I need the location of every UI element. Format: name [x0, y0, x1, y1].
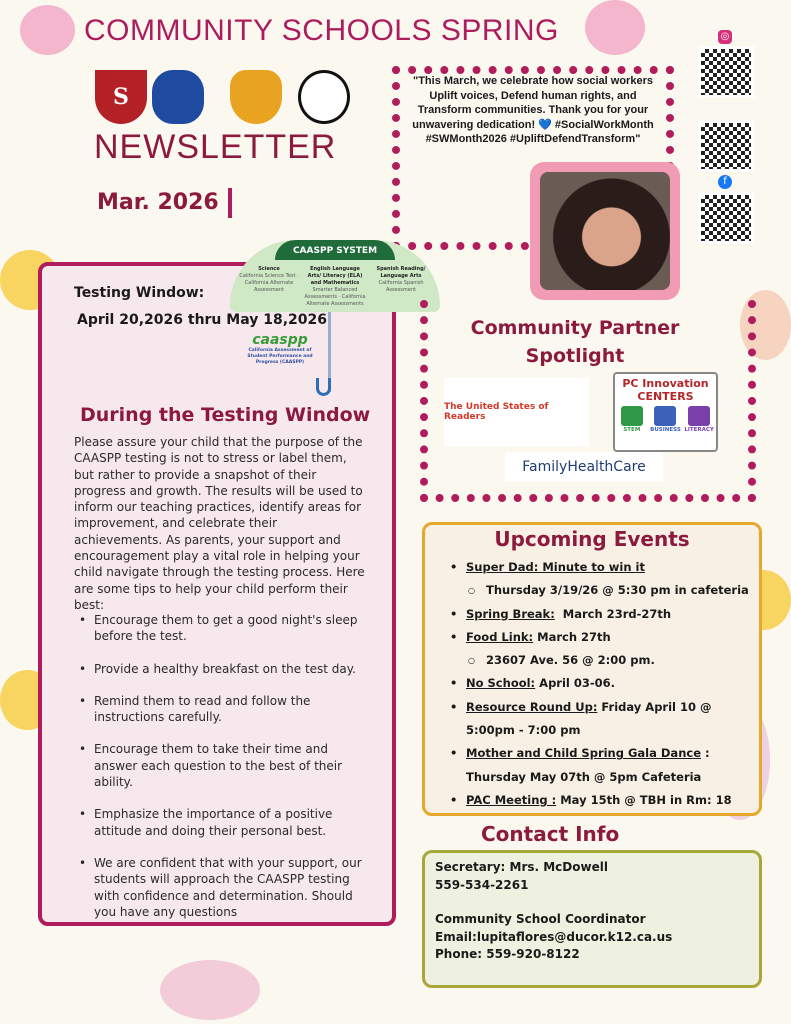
tiger-logo: [230, 70, 282, 124]
pc-innovation-centers-logo: [613, 372, 718, 452]
secretary-phone: 559-534-2261: [435, 877, 529, 892]
event-subitem: ○ 23607 Ave. 56 @ 2:00 pm.: [446, 649, 756, 672]
instagram-icon[interactable]: ◎: [718, 30, 732, 44]
ram-logo: [298, 70, 350, 124]
umbrella-col-heading: Spanish Reading/ Language Arts: [376, 266, 426, 279]
tips-list: [74, 612, 369, 936]
united-states-of-readers-logo: The United States of Readers: [444, 378, 589, 446]
flower-decoration: [20, 5, 75, 55]
umbrella-col-heading: English Language Arts/ Literacy (ELA) and Mathematics: [307, 266, 363, 286]
partner-title: Community Partner Spotlight: [470, 317, 680, 367]
secretary: Secretary: Mrs. McDowell: [435, 860, 608, 874]
coordinator-photo: [530, 162, 680, 300]
bison-logo: [152, 70, 204, 124]
tip-item: • Emphasize the importance of a positive attitude and doing their personal best.: [74, 806, 369, 839]
flower-decoration: [160, 960, 260, 1020]
qr-code-facebook[interactable]: [698, 192, 754, 244]
handshake-icon: [654, 406, 676, 426]
caaspp-logo: caaspp California Assessment of Student Performance and Progress (CAASPP): [247, 332, 313, 365]
testing-paragraph: Please assure your child that the purpose of the CAASPP testing is not to stress or label them, but rather to provide a snapshot of their progress and growth. The results will be used to inform our teaching practices, identify areas for improvement, and celebrate their achievements. As parents, your support and encouragement play a vital role in helping your child navigate through the testing process. Here are some tips to help your child perform their best:: [74, 435, 365, 612]
coordinator-email[interactable]: Email:lupitaflores@ducor.k12.ca.us: [435, 929, 673, 944]
caaspp-umbrella-graphic: [230, 240, 440, 400]
event-item: • Super Dad: Minute to win it: [446, 556, 756, 579]
stem-icon: [621, 406, 643, 426]
event-subitem: ○ Thursday 3/19/26 @ 5:30 pm in cafeteria: [446, 579, 756, 602]
pc-logo-title: PC Innovation CENTERS: [622, 377, 709, 403]
testing-window-dates: April 20,2026 thru May 18,2026: [77, 312, 327, 328]
divider: [228, 188, 232, 218]
newsletter-subtitle: NEWSLETTER: [94, 128, 337, 166]
newsletter-title: COMMUNITY SCHOOLS SPRING: [84, 14, 559, 47]
event-item: • No School: April 03-06.: [446, 672, 756, 695]
issue-date: Mar. 2026: [97, 190, 219, 215]
tip-item: • Encourage them to get a good night's sleep before the test.: [74, 612, 369, 645]
school-logo-s: S: [95, 70, 147, 124]
qr-code-instagram[interactable]: [698, 46, 754, 98]
flower-decoration: [585, 0, 645, 55]
pc-sub-label: BUSINESS: [650, 427, 681, 433]
umbrella-col-text: California Science Test · California Alternate Assessment: [239, 273, 299, 293]
pc-sub-label: STEM: [623, 427, 641, 433]
event-item: • Resource Round Up: Friday April 10 @ 5:00pm - 7:00 pm: [446, 696, 756, 743]
event-item: • Spring Break: March 23rd-27th: [446, 603, 756, 626]
event-item: • Food Link: March 27th: [446, 626, 756, 649]
facebook-icon[interactable]: f: [718, 175, 732, 189]
tip-item: • Encourage them to take their time and answer each question to the best of their ability.: [74, 741, 369, 790]
tip-item: • Provide a healthy breakfast on the test day.: [74, 661, 369, 677]
event-item: • PAC Meeting : May 15th @ TBH in Rm: 18: [446, 789, 756, 812]
events-list: [446, 556, 756, 812]
contact-box: [422, 850, 762, 988]
family-health-care-logo: FamilyHealthCare: [505, 452, 663, 482]
books-icon: [688, 406, 710, 426]
event-item: • Mother and Child Spring Gala Dance : Thursday May 07th @ 5pm Cafeteria: [446, 742, 756, 789]
section-heading: During the Testing Window: [80, 404, 371, 426]
umbrella-col-text: California Spanish Assessment: [378, 280, 424, 293]
social-work-quote: "This March, we celebrate how social workers Uplift voices, Defend human rights, and Transform communities. Thank you for your unwavering dedication! 💙 #SocialWorkMonth #SWMonth2026 #UpliftDefendTransform": [412, 75, 654, 145]
testing-window-label: Testing Window:: [74, 285, 205, 301]
tip-item: • We are confident that with your support, our students will approach the CAASPP testing with confidence and determination. Should you have any questions: [74, 855, 369, 920]
umbrella-col-text: Smarter Balanced Assessments · California Alternate Assessments: [304, 287, 366, 307]
contact-title: Contact Info: [481, 822, 620, 846]
qr-code[interactable]: [698, 120, 754, 172]
tip-item: • Remind them to read and follow the instructions carefully.: [74, 693, 369, 726]
pc-sub-label: LITERACY: [684, 427, 714, 433]
events-title: Upcoming Events: [494, 527, 690, 551]
coordinator-phone: Phone: 559-920-8122: [435, 947, 580, 961]
umbrella-title: CAASPP SYSTEM: [275, 240, 395, 260]
umbrella-col-heading: Science: [258, 266, 280, 272]
coordinator: Community School Coordinator: [435, 912, 646, 926]
